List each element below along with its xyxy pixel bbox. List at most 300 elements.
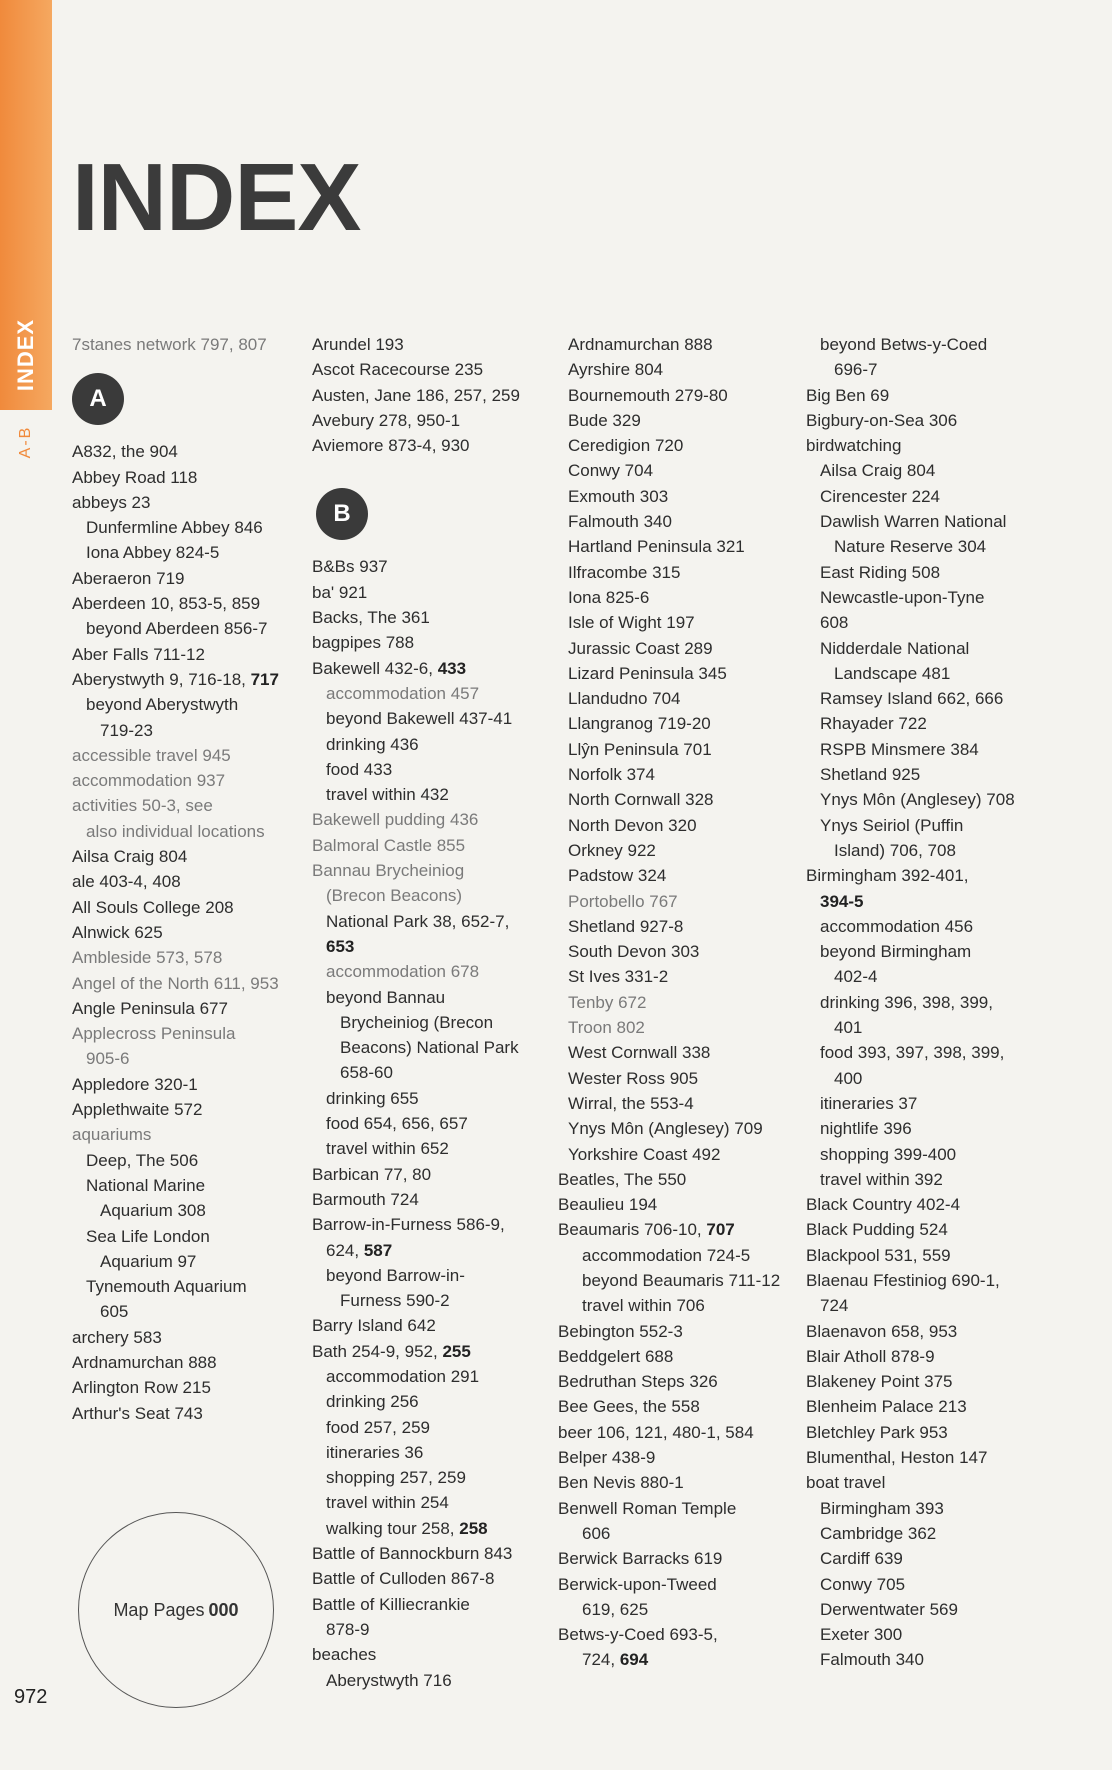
entry-text: 724, (582, 1650, 620, 1670)
index-entry (312, 605, 547, 630)
side-range-label: A-B (17, 425, 34, 459)
index-entry (72, 1046, 307, 1071)
col1-list (72, 439, 307, 1426)
index-entry (806, 383, 1041, 408)
entry-text: Nidderdale National (820, 638, 970, 658)
index-entry (72, 1249, 307, 1274)
entry-text: Norfolk 374 (568, 765, 655, 785)
entry-text: 401 (834, 1018, 863, 1038)
index-entry (806, 1142, 1041, 1167)
index-entry (312, 1415, 547, 1440)
index-entry (568, 534, 803, 559)
entry-text: drinking 655 (326, 1088, 419, 1108)
entry-text: Tenby 672 (568, 992, 647, 1012)
index-entry (312, 656, 547, 681)
index-entry (568, 1243, 803, 1268)
entry-text: Arthur's Seat 743 (72, 1403, 203, 1423)
entry-text: Shetland 927-8 (568, 916, 684, 936)
index-entry (312, 1162, 547, 1187)
entry-text: also individual locations (86, 821, 265, 841)
entry-text: Iona 825-6 (568, 587, 650, 607)
entry-text: Battle of Killiecrankie (312, 1594, 470, 1614)
entry-text: beyond Barrow-in- (326, 1265, 465, 1285)
index-entry (568, 1091, 803, 1116)
index-entry (72, 591, 307, 616)
index-entry (312, 883, 547, 908)
entry-text: Appledore 320-1 (72, 1074, 198, 1094)
index-entry (806, 787, 1041, 812)
index-entry (312, 1212, 547, 1237)
entry-text: Cirencester 224 (820, 486, 941, 506)
index-entry (312, 782, 547, 807)
index-entry (312, 1136, 547, 1161)
index-entry (568, 1066, 803, 1091)
entry-text: itineraries 37 (820, 1093, 918, 1113)
entry-text: accommodation 456 (820, 916, 974, 936)
index-entry (312, 833, 547, 858)
entry-text: Bedruthan Steps 326 (558, 1372, 718, 1392)
entry-text: Balmoral Castle 855 (312, 835, 466, 855)
entry-bold-page: 587 (363, 1240, 393, 1260)
entry-text: Cardiff 639 (820, 1549, 903, 1569)
index-entry (312, 1440, 547, 1465)
index-entry (806, 1597, 1041, 1622)
entry-bold-page: 394-5 (820, 891, 864, 911)
index-entry (72, 465, 307, 490)
entry-text: 719-23 (100, 720, 153, 740)
entry-text: (Brecon Beacons) (326, 886, 463, 906)
entry-text: shopping 399-400 (820, 1144, 957, 1164)
index-entry (568, 484, 803, 509)
index-entry (312, 580, 547, 605)
index-entry (312, 1339, 547, 1364)
index-entry (806, 762, 1041, 787)
entry-text: 658-60 (340, 1063, 393, 1083)
entry-text: travel within 652 (326, 1139, 449, 1159)
index-entry (72, 1325, 307, 1350)
index-entry (72, 1375, 307, 1400)
entry-text: food 393, 397, 398, 399, (820, 1043, 1005, 1063)
index-entry (568, 1015, 803, 1040)
entry-text: Applethwaite 572 (72, 1100, 203, 1120)
index-entry (72, 667, 307, 692)
entry-text: Bakewell pudding 436 (312, 810, 479, 830)
index-entry (568, 661, 803, 686)
index-entry (806, 1445, 1041, 1470)
index-entry (806, 914, 1041, 939)
index-entry (312, 985, 547, 1010)
index-entry (568, 1597, 803, 1622)
entry-text: Aviemore 873-4, 930 (312, 436, 470, 456)
index-entry (72, 515, 307, 540)
index-entry (72, 1299, 307, 1324)
index-entry (568, 914, 803, 939)
index-entry (72, 1097, 307, 1122)
index-entry (72, 971, 307, 996)
entry-text: Ceredigion 720 (568, 436, 684, 456)
entry-text: bagpipes 788 (312, 633, 415, 653)
entry-text: accommodation 724-5 (582, 1245, 751, 1265)
entry-text: Sea Life London (86, 1226, 210, 1246)
index-entry (312, 934, 547, 959)
entry-text: Arundel 193 (312, 335, 404, 354)
entry-text: travel within 254 (326, 1493, 449, 1513)
index-entry (558, 1420, 803, 1445)
entry-text: Avebury 278, 950-1 (312, 410, 461, 430)
index-entry (568, 863, 803, 888)
entry-text: 724 (820, 1296, 849, 1316)
index-entry (806, 813, 1041, 838)
entry-text: shopping 257, 259 (326, 1468, 466, 1488)
entry-text: 606 (582, 1523, 611, 1543)
index-entry (568, 332, 803, 357)
entry-text: Angle Peninsula 677 (72, 998, 228, 1018)
entry-text: Barbican 77, 80 (312, 1164, 432, 1184)
entry-text: North Devon 320 (568, 815, 697, 835)
entry-text: beyond Betws-y-Coed (820, 335, 988, 354)
index-entry (312, 1111, 547, 1136)
index-entry (312, 1566, 547, 1591)
index-entry (72, 945, 307, 970)
entry-bold-page: 255 (442, 1341, 471, 1361)
entry-text: Arlington Row 215 (72, 1378, 211, 1398)
entry-text: Lizard Peninsula 345 (568, 663, 727, 683)
index-entry (312, 1465, 547, 1490)
index-entry (568, 433, 803, 458)
entry-bold-page: 258 (459, 1518, 488, 1538)
index-entry (558, 1192, 803, 1217)
entry-text: drinking 256 (326, 1392, 419, 1412)
entry-text: Llŷn Peninsula 701 (568, 739, 712, 759)
entry-text: Aquarium 308 (100, 1201, 206, 1221)
index-entry (312, 630, 547, 655)
index-entry (806, 610, 1041, 635)
entry-text: boat travel (806, 1473, 886, 1493)
index-entry (568, 762, 803, 787)
letter-badge-a: A (72, 373, 124, 425)
entry-text: accommodation 457 (326, 683, 480, 703)
entry-text: travel within 706 (582, 1296, 705, 1316)
entry-text: Blair Atholl 878-9 (806, 1346, 935, 1366)
entry-text: nightlife 396 (820, 1119, 912, 1139)
index-entry (72, 490, 307, 515)
index-entry (806, 560, 1041, 585)
index-entry (806, 1470, 1041, 1495)
entry-text: Bletchley Park 953 (806, 1422, 948, 1442)
entry-text: Llangranog 719-20 (568, 714, 711, 734)
entry-text: Bude 329 (568, 410, 641, 430)
entry-text: 400 (834, 1068, 863, 1088)
entry-text: abbeys 23 (72, 492, 151, 512)
entry-text: Backs, The 361 (312, 608, 430, 628)
index-entry (568, 1647, 803, 1672)
index-column-1 (72, 332, 307, 1426)
index-entry (806, 408, 1041, 433)
entry-text: Brycheiniog (Brecon (340, 1012, 494, 1032)
index-entry (568, 585, 803, 610)
entry-text: Hartland Peninsula 321 (568, 537, 745, 557)
index-entry (72, 718, 307, 743)
entry-text: Ailsa Craig 804 (72, 847, 188, 867)
entry-text: Ardnamurchan 888 (72, 1352, 217, 1372)
map-pages-label: Map Pages (113, 1599, 205, 1620)
entry-text: B&Bs 937 (312, 557, 388, 577)
entry-text: Llandudno 704 (568, 689, 681, 709)
index-entry (312, 706, 547, 731)
col2-top-list (312, 332, 547, 458)
entry-text: Black Pudding 524 (806, 1220, 948, 1240)
entry-text: National Park 38, 652-7, (326, 911, 510, 931)
index-entry (312, 1364, 547, 1389)
index-entry (558, 1572, 803, 1597)
entry-text: 696-7 (834, 360, 878, 380)
index-entry (806, 1622, 1041, 1647)
entry-text: A832, the 904 (72, 442, 178, 462)
index-entry (312, 554, 547, 579)
index-column-3 (558, 332, 803, 1673)
entry-text: Austen, Jane 186, 257, 259 (312, 385, 520, 405)
index-entry (312, 357, 547, 382)
index-entry (558, 1470, 803, 1495)
entry-text: Ardnamurchan 888 (568, 335, 713, 354)
entry-bold-page: 707 (706, 1220, 735, 1240)
index-entry (568, 711, 803, 736)
index-entry (568, 939, 803, 964)
entry-text: Island) 706, 708 (834, 840, 956, 860)
index-entry (558, 1445, 803, 1470)
entry-text: Aquarium 97 (100, 1251, 197, 1271)
entry-text: Ascot Racecourse 235 (312, 360, 484, 380)
index-entry (558, 1167, 803, 1192)
entry-text: Abbey Road 118 (72, 467, 198, 487)
letter-badge-b: B (316, 488, 368, 540)
entry-text: beyond Bakewell 437-41 (326, 709, 513, 729)
entry-text: Jurassic Coast 289 (568, 638, 713, 658)
index-entry (568, 1116, 803, 1141)
entry-text: Shetland 925 (820, 765, 921, 785)
index-entry (806, 458, 1041, 483)
index-entry (806, 357, 1041, 382)
entry-text: North Cornwall 328 (568, 790, 714, 810)
entry-text: food 654, 656, 657 (326, 1114, 468, 1134)
entry-text: itineraries 36 (326, 1442, 424, 1462)
entry-bold-page: 717 (250, 669, 279, 689)
index-entry (806, 1192, 1041, 1217)
page-number: 972 (14, 1686, 48, 1708)
index-entry (72, 692, 307, 717)
index-entry (568, 686, 803, 711)
entry-text: Black Country 402-4 (806, 1195, 961, 1215)
entry-text: aquariums (72, 1125, 152, 1145)
index-entry (568, 813, 803, 838)
index-entry (312, 1288, 547, 1313)
index-entry (312, 332, 547, 357)
entry-text: Bebington 552-3 (558, 1321, 683, 1341)
index-entry (806, 1040, 1041, 1065)
entry-text: Dawlish Warren National (820, 512, 1007, 532)
index-column-2 (312, 332, 547, 1693)
entry-text: 905-6 (86, 1049, 130, 1069)
entry-text: Blenheim Palace 213 (806, 1397, 967, 1417)
entry-text: activities 50-3, see (72, 796, 213, 816)
entry-text: Blumenthal, Heston 147 (806, 1448, 988, 1468)
entry-text: accommodation 937 (72, 771, 226, 791)
entry-text: Deep, The 506 (86, 1150, 199, 1170)
index-entry (568, 560, 803, 585)
index-entry (806, 939, 1041, 964)
index-entry (806, 1015, 1041, 1040)
index-entry (312, 1238, 547, 1263)
entry-text: archery 583 (72, 1327, 162, 1347)
entry-text: Blaenavon 658, 953 (806, 1321, 958, 1341)
entry-text: Blackpool 531, 559 (806, 1245, 951, 1265)
entry-text: Aberystwyth 716 (326, 1670, 452, 1690)
entry-text: beyond Aberdeen 856-7 (86, 619, 268, 639)
index-entry (806, 990, 1041, 1015)
index-entry (72, 566, 307, 591)
index-entry (568, 787, 803, 812)
index-entry (568, 990, 803, 1015)
entry-text: drinking 436 (326, 734, 419, 754)
entry-text: 624, (326, 1240, 364, 1260)
entry-text: ba' 921 (312, 582, 368, 602)
index-entry (312, 681, 547, 706)
col4-list (806, 332, 1041, 1673)
index-entry (312, 433, 547, 458)
entry-text: Ambleside 573, 578 (72, 948, 223, 968)
index-entry (312, 383, 547, 408)
map-pages-circle (78, 1512, 274, 1708)
entry-text: Bigbury-on-Sea 306 (806, 410, 958, 430)
entry-text: East Riding 508 (820, 562, 941, 582)
index-entry (72, 1401, 307, 1426)
entry-text: Troon 802 (568, 1018, 645, 1038)
index-entry (72, 540, 307, 565)
entry-text: beer 106, 121, 480-1, 584 (558, 1422, 754, 1442)
entry-text: Beaulieu 194 (558, 1195, 658, 1215)
index-entry (806, 433, 1041, 458)
index-entry (312, 732, 547, 757)
index-entry (72, 743, 307, 768)
entry-text: Portobello 767 (568, 891, 678, 911)
entry-text: St Ives 331-2 (568, 967, 669, 987)
index-entry (312, 909, 547, 934)
entry-text: West Cornwall 338 (568, 1043, 711, 1063)
index-entry (312, 1035, 547, 1060)
map-pages-number: 000 (208, 1599, 239, 1620)
index-entry (72, 1274, 307, 1299)
entry-text: food 433 (326, 759, 393, 779)
entry-text: 619, 625 (582, 1599, 649, 1619)
index-entry (72, 1021, 307, 1046)
entry-text: walking tour 258, (326, 1518, 460, 1538)
index-entry (806, 1066, 1041, 1091)
entry-text: Wester Ross 905 (568, 1068, 699, 1088)
index-entry (806, 636, 1041, 661)
index-entry (72, 439, 307, 464)
entry-text: birdwatching (806, 436, 902, 456)
index-entry (558, 1496, 803, 1521)
entry-text: Aber Falls 711-12 (72, 644, 205, 664)
entry-text: Big Ben 69 (806, 385, 890, 405)
index-entry (72, 920, 307, 945)
entry-text: Padstow 324 (568, 866, 667, 886)
entry-text: Ben Nevis 880-1 (558, 1473, 684, 1493)
side-tab-label: INDEX (13, 318, 38, 392)
entry-text: Ramsey Island 662, 666 (820, 689, 1004, 709)
entry-text: Bath 254-9, 952, (312, 1341, 443, 1361)
index-entry (568, 838, 803, 863)
entry-text: Belper 438-9 (558, 1448, 656, 1468)
entry-text: Betws-y-Coed 693-5, (558, 1625, 718, 1645)
index-entry (558, 1319, 803, 1344)
entry-text: Falmouth 340 (820, 1650, 924, 1670)
index-entry (312, 1541, 547, 1566)
entry-text: Ynys Seiriol (Puffin (820, 815, 964, 835)
entry-text: travel within 432 (326, 785, 449, 805)
index-entry (312, 1086, 547, 1111)
index-entry (72, 844, 307, 869)
index-entry (72, 1148, 307, 1173)
index-entry (806, 332, 1041, 357)
entry-text: Exmouth 303 (568, 486, 669, 506)
entry-text: drinking 396, 398, 399, (820, 992, 993, 1012)
entry-text: beyond Aberystwyth (86, 695, 239, 715)
entry-text: Battle of Culloden 867-8 (312, 1569, 495, 1589)
index-entry (72, 1072, 307, 1097)
index-entry (806, 1091, 1041, 1116)
entry-text: Newcastle-upon-Tyne (820, 587, 985, 607)
entry-text: Aberdeen 10, 853-5, 859 (72, 594, 261, 614)
entry-text: National Marine (86, 1175, 206, 1195)
index-entry (568, 1142, 803, 1167)
entry-text: Benwell Roman Temple (558, 1498, 737, 1518)
entry-text: Birmingham 393 (820, 1498, 944, 1518)
index-entry (568, 610, 803, 635)
index-entry (312, 1592, 547, 1617)
index-entry (806, 1167, 1041, 1192)
entry-text: Beaumaris 706-10, (558, 1220, 707, 1240)
index-entry (806, 1420, 1041, 1445)
entry-text: Alnwick 625 (72, 922, 163, 942)
index-entry (312, 1516, 547, 1541)
index-entry (806, 534, 1041, 559)
entry-text: Rhayader 722 (820, 714, 927, 734)
entry-text: Ynys Môn (Anglesey) 709 (568, 1119, 763, 1139)
index-entry (558, 1622, 803, 1647)
index-entry (312, 408, 547, 433)
entry-text: Isle of Wight 197 (568, 613, 695, 633)
index-entry (568, 889, 803, 914)
entry-text: Yorkshire Coast 492 (568, 1144, 721, 1164)
entry-text: Beddgelert 688 (558, 1346, 674, 1366)
index-entry (806, 1572, 1041, 1597)
entry-text: Aberaeron 719 (72, 568, 185, 588)
index-entry (558, 1546, 803, 1571)
entry-text: 608 (820, 613, 849, 633)
index-entry (72, 1122, 307, 1147)
index-entry (806, 1344, 1041, 1369)
index-entry (72, 1350, 307, 1375)
entry-text: Beacons) National Park (340, 1038, 519, 1058)
index-entry (806, 484, 1041, 509)
entry-bold-page: 433 (437, 658, 467, 678)
index-entry (312, 1668, 547, 1693)
index-entry (312, 807, 547, 832)
index-entry (312, 1490, 547, 1515)
index-entry (72, 895, 307, 920)
index-entry (312, 1187, 547, 1212)
